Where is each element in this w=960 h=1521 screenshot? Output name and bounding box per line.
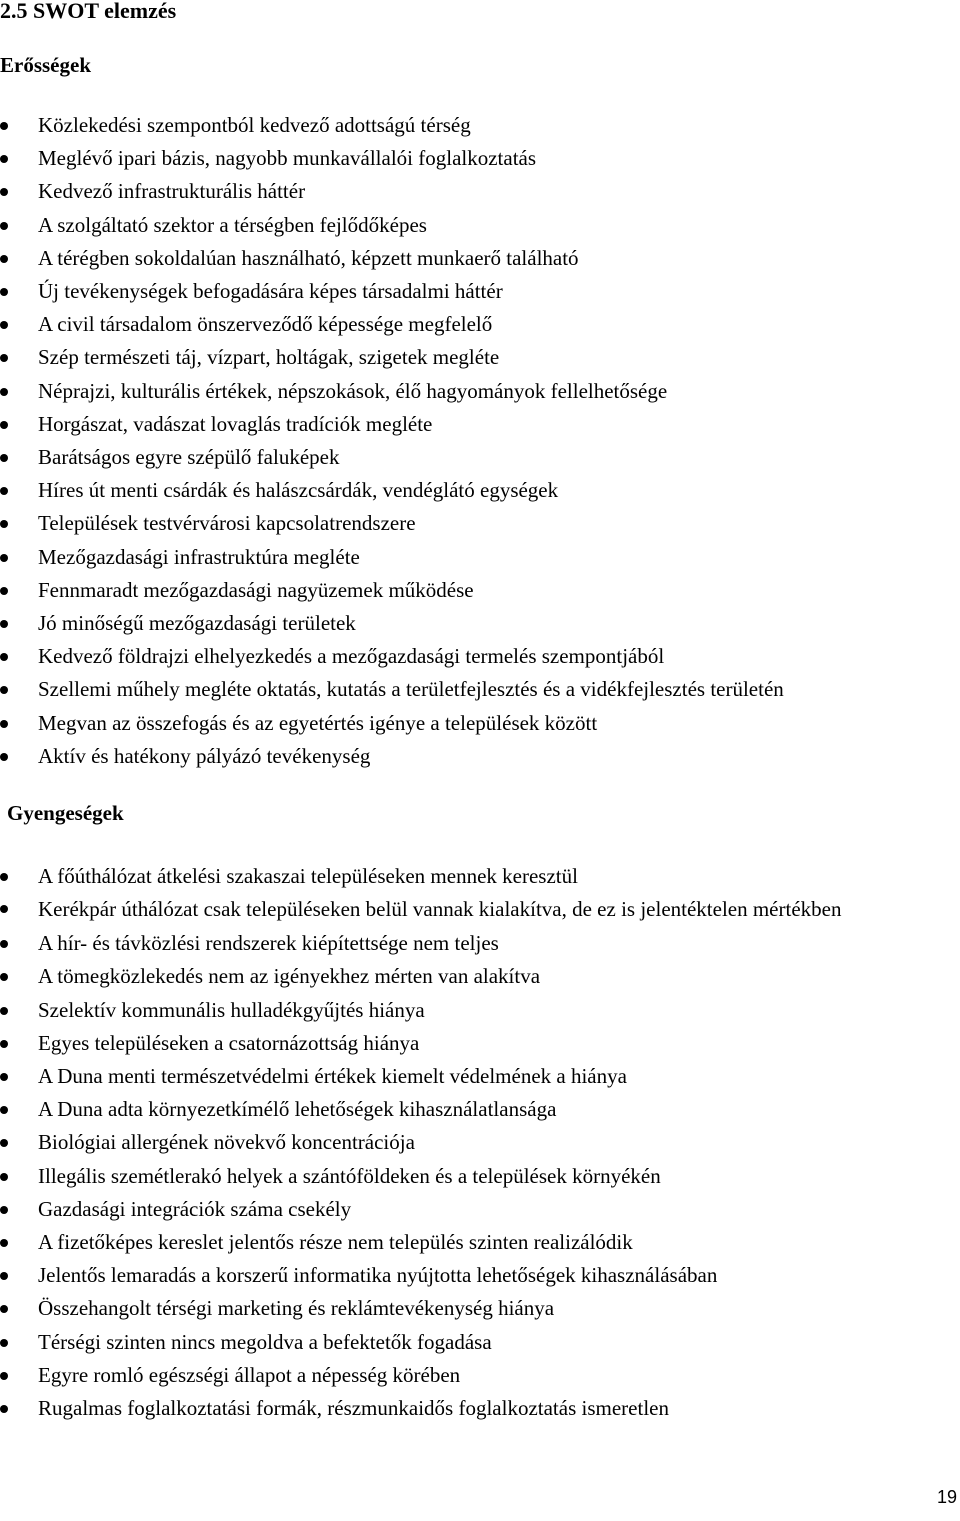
list-item-text: Biológiai allergének növekvő koncentrációja — [38, 1130, 415, 1155]
list-item — [0, 142, 960, 175]
list-item-text: A fizetőképes kereslet jelentős része nem település szinten realizálódik — [38, 1230, 633, 1255]
bullet-icon — [0, 1106, 8, 1114]
bullet-icon — [0, 487, 8, 495]
list-item-text: A Duna menti természetvédelmi értékek kiemelt védelmének a hiánya — [38, 1064, 627, 1089]
list-item-text: A hír- és távközlési rendszerek kiépítettsége nem teljes — [38, 931, 499, 956]
bullet-icon — [0, 1040, 8, 1048]
bullet-icon — [0, 1139, 8, 1147]
bullet-icon — [0, 388, 8, 396]
list-item-text: Meglévő ipari bázis, nagyobb munkavállalói foglalkoztatás — [38, 146, 537, 171]
bullet-icon — [0, 620, 8, 628]
section-title: 2.5 SWOT elemzés — [0, 0, 177, 23]
list-item — [0, 441, 960, 474]
list-item-text: Illegális szemétlerakó helyek a szántóföldeken és a települések környékén — [38, 1163, 661, 1188]
bullet-icon — [0, 1007, 8, 1015]
bullet-icon — [0, 1073, 8, 1081]
weaknesses-list — [0, 860, 960, 1425]
bullet-icon — [0, 1173, 8, 1181]
list-item — [0, 1027, 960, 1060]
list-item — [0, 673, 960, 706]
list-item-text: Mezőgazdasági infrastruktúra megléte — [38, 544, 360, 569]
bullet-icon — [0, 155, 8, 163]
list-item — [0, 275, 960, 308]
list-item-text: Egyre romló egészségi állapot a népesség körében — [38, 1362, 461, 1387]
list-item — [0, 1160, 960, 1193]
bullet-icon — [0, 905, 8, 913]
list-item — [0, 408, 960, 441]
bullet-icon — [0, 288, 8, 296]
list-item-text: Összehangolt térségi marketing és reklámtevékenység hiánya — [38, 1296, 555, 1321]
bullet-icon — [0, 255, 8, 263]
list-item-text: Barátságos egyre szépülő faluképek — [38, 445, 340, 470]
list-item — [0, 860, 960, 893]
list-item-text: Térségi szinten nincs megoldva a befektetők fogadása — [38, 1329, 492, 1354]
bullet-icon — [0, 222, 8, 230]
bullet-icon — [0, 1305, 8, 1313]
list-item-text: A térégben sokoldalúan használható, képzett munkaerő található — [38, 245, 579, 270]
list-item — [0, 541, 960, 574]
strengths-list — [0, 109, 960, 773]
bullet-icon — [0, 686, 8, 694]
bullet-icon — [0, 873, 8, 881]
list-item — [0, 474, 960, 507]
list-item — [0, 175, 960, 208]
bullet-icon — [0, 321, 8, 329]
bullet-icon — [0, 1206, 8, 1214]
list-item — [0, 1226, 960, 1259]
list-item — [0, 994, 960, 1027]
bullet-icon — [0, 973, 8, 981]
list-item-text: Rugalmas foglalkoztatási formák, részmunkaidős foglalkoztatás ismeretlen — [38, 1396, 669, 1421]
list-item-text: Kedvező földrajzi elhelyezkedés a mezőgazdasági termelés szempontjából — [38, 644, 665, 669]
list-item-text: A Duna adta környezetkímélő lehetőségek kihasználatlansága — [38, 1097, 557, 1122]
list-item-text: A főúthálózat átkelési szakaszai településeken mennek keresztül — [38, 864, 578, 888]
list-item — [0, 607, 960, 640]
bullet-icon — [0, 720, 8, 728]
list-item — [0, 1392, 960, 1425]
bullet-icon — [0, 587, 8, 595]
list-item — [0, 1193, 960, 1226]
list-item — [0, 574, 960, 607]
list-item — [0, 707, 960, 740]
list-item — [0, 507, 960, 540]
list-item-text: Gazdasági integrációk száma csekély — [38, 1196, 352, 1221]
bullet-icon — [0, 1239, 8, 1247]
list-item-text: Közlekedési szempontból kedvező adottságú térség — [38, 113, 471, 137]
bullet-icon — [0, 520, 8, 528]
list-item-text: Új tevékenységek befogadására képes társadalmi háttér — [38, 279, 503, 304]
bullet-icon — [0, 753, 8, 761]
list-item-text: Néprajzi, kulturális értékek, népszokások, élő hagyományok fellelhetősége — [38, 378, 668, 403]
list-item — [0, 1060, 960, 1093]
list-item — [0, 242, 960, 275]
list-item — [0, 209, 960, 242]
bullet-icon — [0, 188, 8, 196]
list-item-text: Kedvező infrastrukturális háttér — [38, 179, 306, 204]
list-item — [0, 308, 960, 341]
bullet-icon — [0, 122, 8, 130]
list-item — [0, 1093, 960, 1126]
list-item — [0, 341, 960, 374]
strengths-heading: Erősségek — [0, 53, 91, 77]
list-item-text: Települések testvérvárosi kapcsolatrendszere — [38, 511, 416, 536]
list-item — [0, 893, 960, 927]
list-item-text: Horgászat, vadászat lovaglás tradíciók megléte — [38, 411, 433, 436]
bullet-icon — [0, 1272, 8, 1280]
bullet-icon — [0, 1405, 8, 1413]
list-item — [0, 927, 960, 960]
bullet-icon — [0, 653, 8, 661]
list-item-text: Jelentős lemaradás a korszerű informatika nyújtotta lehetőségek kihasználásában — [38, 1263, 718, 1288]
list-item-text: Kerékpár úthálózat csak településeken belül vannak kialakítva, de ez is jelentéktelen mértékben — [38, 897, 842, 922]
list-item-text: Szelektív kommunális hulladékgyűjtés hiánya — [38, 997, 425, 1022]
bullet-icon — [0, 421, 8, 429]
list-item-text: A szolgáltató szektor a térségben fejlődőképes — [38, 212, 427, 237]
list-item — [0, 740, 960, 773]
list-item-text: Fennmaradt mezőgazdasági nagyüzemek működése — [38, 577, 474, 602]
list-item — [0, 375, 960, 408]
list-item-text: Megvan az összefogás és az egyetértés igénye a települések között — [38, 710, 598, 735]
list-item — [0, 1292, 960, 1325]
list-item — [0, 109, 960, 142]
list-item-text: A tömegközlekedés nem az igényekhez mérten van alakítva — [38, 964, 541, 989]
list-item-text: Aktív és hatékony pályázó tevékenység — [38, 743, 371, 768]
list-item-text: A civil társadalom önszerveződő képessége megfelelő — [38, 312, 493, 337]
list-item — [0, 1359, 960, 1392]
list-item-text: Szellemi műhely megléte oktatás, kutatás a területfejlesztés és a vidékfejlesztés területén — [38, 677, 784, 702]
list-item — [0, 640, 960, 673]
list-item-text: Jó minőségű mezőgazdasági területek — [38, 611, 356, 636]
bullet-icon — [0, 554, 8, 562]
bullet-icon — [0, 940, 8, 948]
list-item — [0, 1326, 960, 1359]
bullet-icon — [0, 354, 8, 362]
bullet-icon — [0, 1339, 8, 1347]
list-item — [0, 1126, 960, 1159]
page-number: 19 — [936, 1487, 957, 1507]
bullet-icon — [0, 1372, 8, 1380]
bullet-icon — [0, 454, 8, 462]
list-item-text: Szép természeti táj, vízpart, holtágak, szigetek megléte — [38, 345, 500, 370]
list-item — [0, 960, 960, 993]
list-item-text: Egyes településeken a csatornázottság hiánya — [38, 1030, 420, 1055]
weaknesses-heading: Gyengeségek — [7, 801, 124, 825]
list-item-text: Híres út menti csárdák és halászcsárdák, vendéglátó egységek — [38, 478, 559, 503]
list-item — [0, 1259, 960, 1292]
